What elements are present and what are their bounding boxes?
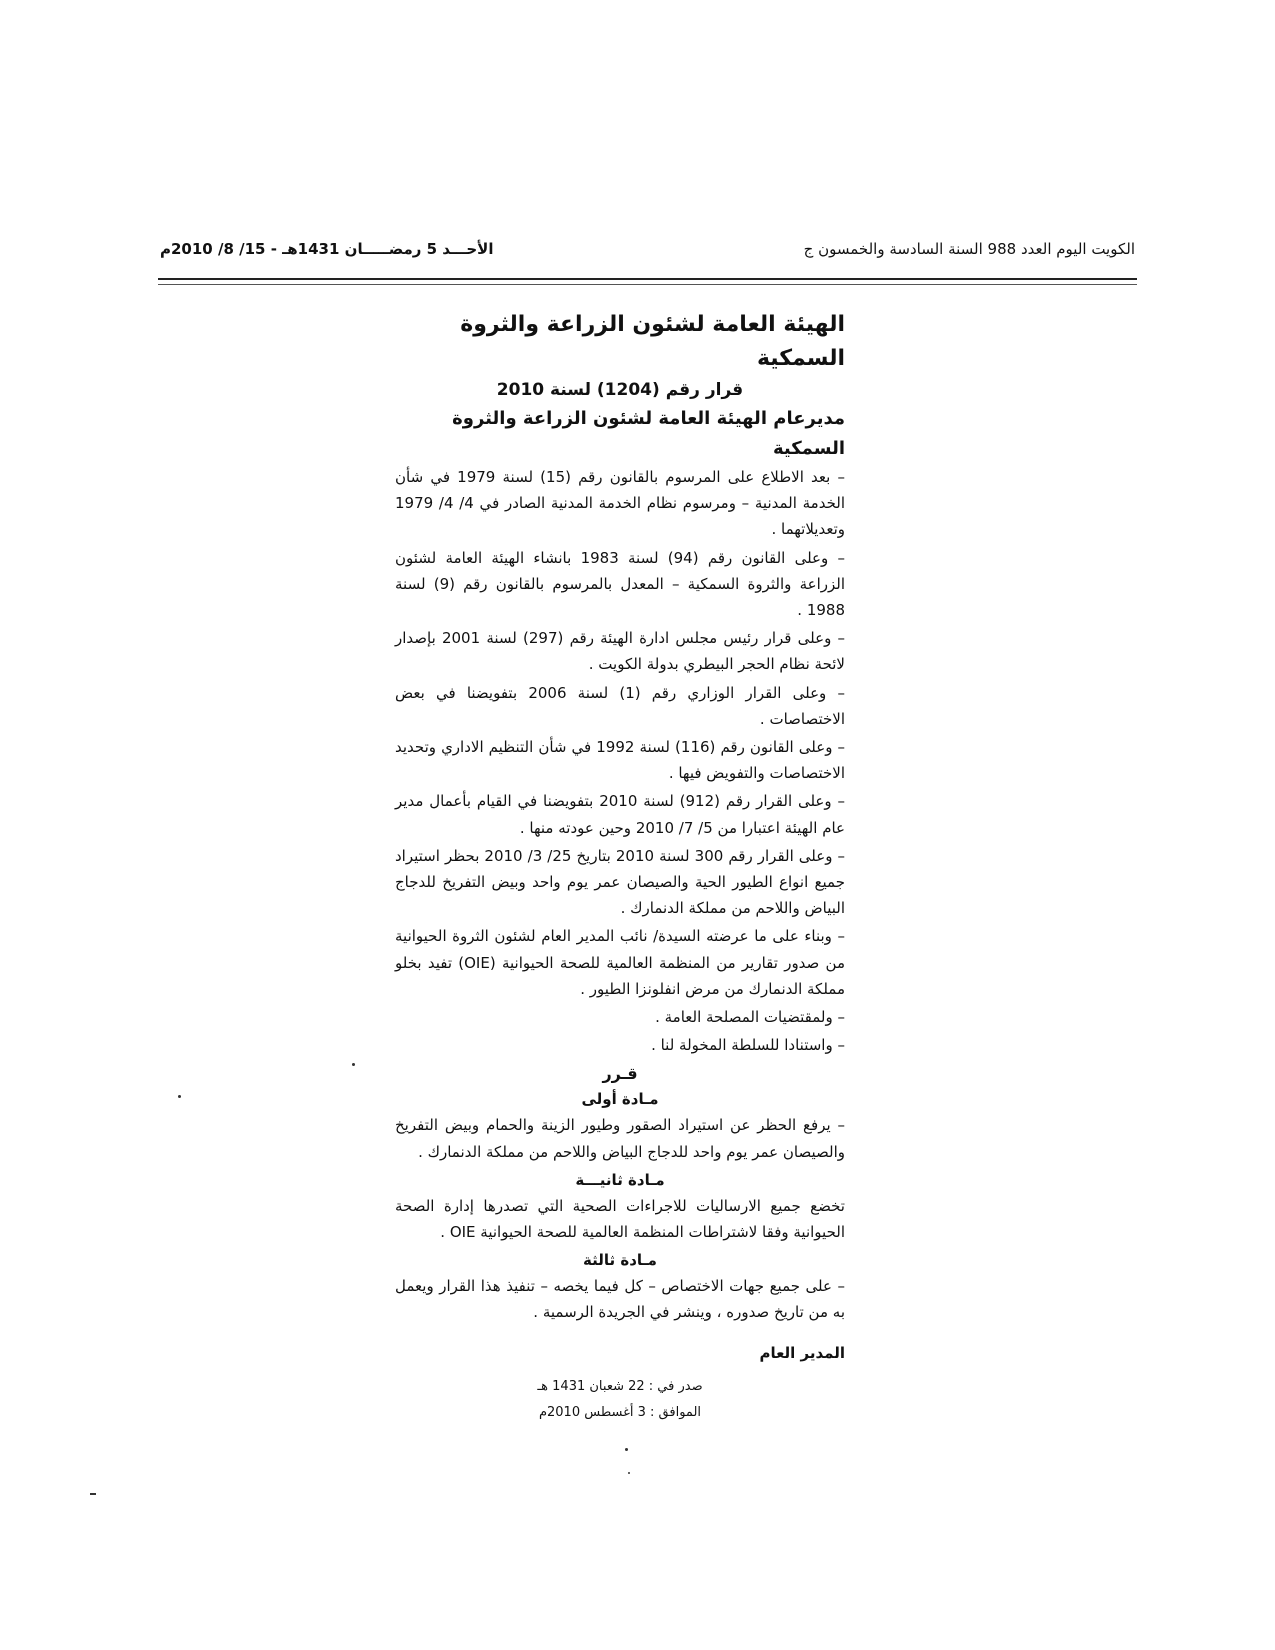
preamble-paragraph: – وعلى القانون رقم (94) لسنة 1983 بانشاء الهيئة العامة لشئون الزراعة والثروة السمكية – المعدل بالمرسوم بالقانون رقم (9) لسنة 1988 . bbox=[395, 548, 845, 620]
article-text: – يرفع الحظر عن استيراد الصقور وطيور الزينة والحمام وبيض التفريخ والصيصان عمر يوم واحد للدجاج البياض واللاحم من مملكة الدنمارك . bbox=[395, 1116, 845, 1161]
preamble-paragraph: – بعد الاطلاع على المرسوم بالقانون رقم (15) لسنة 1979 في شأن الخدمة المدنية – ومرسوم نظام الخدمة المدنية الصادر في 4/ 4/ 1979 وتعديلاتهما . bbox=[395, 468, 845, 539]
header-date: الأحـــد 5 رمضـــــان 1431هـ - 15/ 8/ 2010م bbox=[160, 240, 494, 258]
org-title: الهيئة العامة لشئون الزراعة والثروة السمكية bbox=[460, 312, 845, 371]
article-heading: مـادة ثالثة bbox=[583, 1251, 657, 1270]
article-heading: مـادة أولى bbox=[581, 1090, 659, 1109]
header-rule bbox=[158, 278, 1137, 280]
article-text: تخضع جميع الارساليات للاجراءات الصحية التي تصدرها إدارة الصحة الحيوانية وفقا لاشتراطات المنظمة العالمية للصحة الحيوانية OIE . bbox=[395, 1196, 845, 1242]
preamble-paragraph: – وعلى قرار رئيس مجلس ادارة الهيئة رقم (297) لسنة 2001 بإصدار لائحة نظام الحجر البيطري بدولة الكويت . bbox=[395, 629, 845, 674]
preamble-paragraph: – واستنادا للسلطة المخولة لنا . bbox=[651, 1036, 845, 1055]
issue-date-gregorian: الموافق : 3 أغسطس 2010م bbox=[538, 1404, 702, 1420]
resolved-label: قـرر bbox=[602, 1064, 638, 1084]
preamble-paragraph: – وعلى القرار الوزاري رقم (1) لسنة 2006 بتفويضنا في بعض الاختصاصات . bbox=[395, 683, 845, 728]
scan-speck bbox=[352, 1063, 355, 1066]
preamble-paragraph: – ولمقتضيات المصلحة العامة . bbox=[655, 1008, 845, 1027]
article-text: – على جميع جهات الاختصاص – كل فيما يخصه – تنفيذ هذا القرار ويعمل به من تاريخ صدوره ، وينشر في الجريدة الرسمية . bbox=[395, 1277, 845, 1322]
signature: المدير العام bbox=[759, 1343, 845, 1362]
header-rule-secondary bbox=[158, 284, 1137, 285]
header-issue-info: الكويت اليوم العدد 988 السنة السادسة والخمسون ج bbox=[803, 240, 1135, 258]
issue-date-block bbox=[395, 1374, 845, 1426]
decree-column bbox=[395, 308, 845, 1426]
article-heading: مـادة ثانيـــة bbox=[575, 1170, 665, 1189]
preamble-paragraph: – وعلى القرار رقم 300 لسنة 2010 بتاريخ 25/ 3/ 2010 بحظر استيراد جميع انواع الطيور الحية والصيصان عمر يوم واحد وبيض التفريخ للدجاج البياض واللاحم من مملكة الدنمارك . bbox=[395, 846, 845, 918]
scan-speck bbox=[628, 1472, 630, 1474]
decree-title: قرار رقم (1204) لسنة 2010 bbox=[496, 380, 744, 400]
issue-date-hijri: صدر في : 22 شعبان 1431 هـ bbox=[537, 1378, 703, 1394]
preamble-paragraph: – وعلى القرار رقم (912) لسنة 2010 بتفويضنا في القيام بأعمال مدير عام الهيئة اعتبارا من 5/ 7/ 2010 وحين عودته منها . bbox=[395, 792, 845, 837]
scan-speck bbox=[90, 1493, 96, 1495]
preamble-paragraph: – وبناء على ما عرضته السيدة/ نائب المدير العام لشئون الثروة الحيوانية من صدور تقارير من المنظمة العالمية للصحة الحيوانية (OIE) تفيد بخلو مملكة الدنمارك من مرض انفلونزا الطيور . bbox=[395, 927, 846, 998]
scan-speck bbox=[178, 1095, 181, 1098]
issuer: مديرعام الهيئة العامة لشئون الزراعة والثروة السمكية bbox=[452, 408, 845, 459]
scan-speck bbox=[625, 1448, 628, 1451]
preamble-paragraph: – وعلى القانون رقم (116) لسنة 1992 في شأن التنظيم الاداري وتحديد الاختصاصات والتفويض فيها . bbox=[395, 738, 845, 783]
header-line bbox=[160, 240, 1135, 262]
